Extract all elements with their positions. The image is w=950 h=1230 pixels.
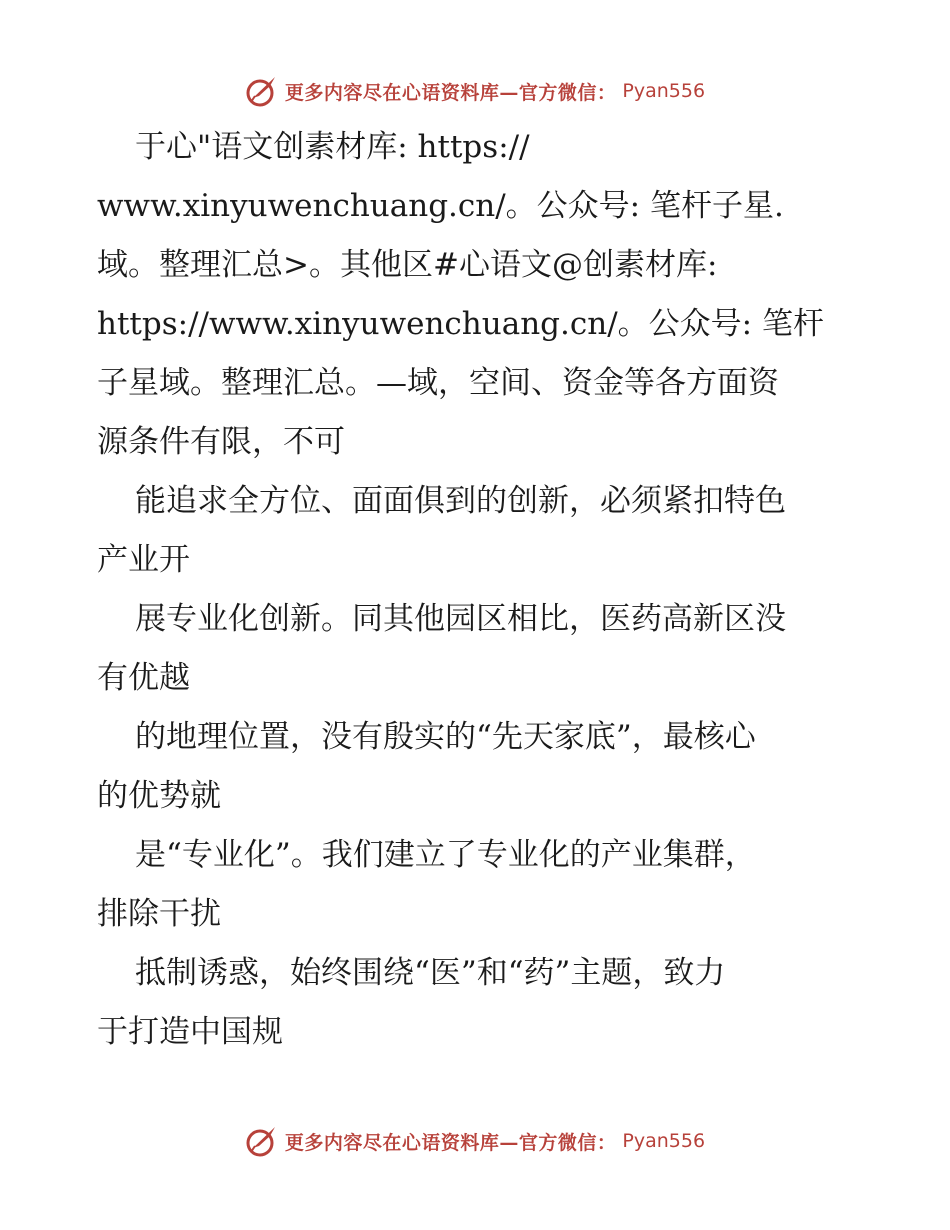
text-line: 有优越 [97, 660, 190, 696]
footer-banner [0, 1121, 950, 1161]
text-line: 的优势就 [97, 778, 221, 814]
text-line: 产业开 [97, 542, 190, 578]
text-line: 抵制诱惑，始终围绕“医”和“药”主题，致力 [135, 955, 726, 991]
text-line: 源条件有限，不可 [97, 424, 345, 460]
text-line: 能追求全方位、面面俱到的创新，必须紧扣特色 [135, 483, 786, 519]
banner-text: 更多内容尽在心语资料库—官方微信： [284, 81, 617, 104]
text-line: www.xinyuwenchuang.cn/。公众号: 笔杆子星. [97, 188, 784, 224]
text-line: https://www.xinyuwenchuang.cn/。公众号: 笔杆 [97, 306, 824, 342]
text-line: 的地理位置，没有殷实的“先天家底”，最核心 [135, 719, 756, 755]
text-line: 域。整理汇总>。其他区#心语文@创素材库: [97, 247, 718, 283]
header-banner [0, 71, 950, 111]
text-line: 是“专业化”。我们建立了专业化的产业集群， [135, 837, 756, 873]
text-line: 排除干扰 [97, 896, 221, 932]
document-body [97, 118, 867, 1062]
text-line: 子星域。整理汇总。—域，空间、资金等各方面资 [97, 365, 779, 401]
text-line: 展专业化创新。同其他园区相比，医药高新区没 [135, 601, 786, 637]
banner-wechat-id: Pyan556 [622, 1130, 706, 1152]
text-line: 于打造中国规 [97, 1014, 283, 1050]
banner-text: 更多内容尽在心语资料库—官方微信： [284, 1131, 617, 1154]
text-line: 于心"语文创素材库: https:// [135, 129, 530, 165]
quill-logo-icon [245, 74, 279, 108]
banner-wechat-id: Pyan556 [622, 80, 706, 102]
quill-logo-icon [245, 1124, 279, 1158]
